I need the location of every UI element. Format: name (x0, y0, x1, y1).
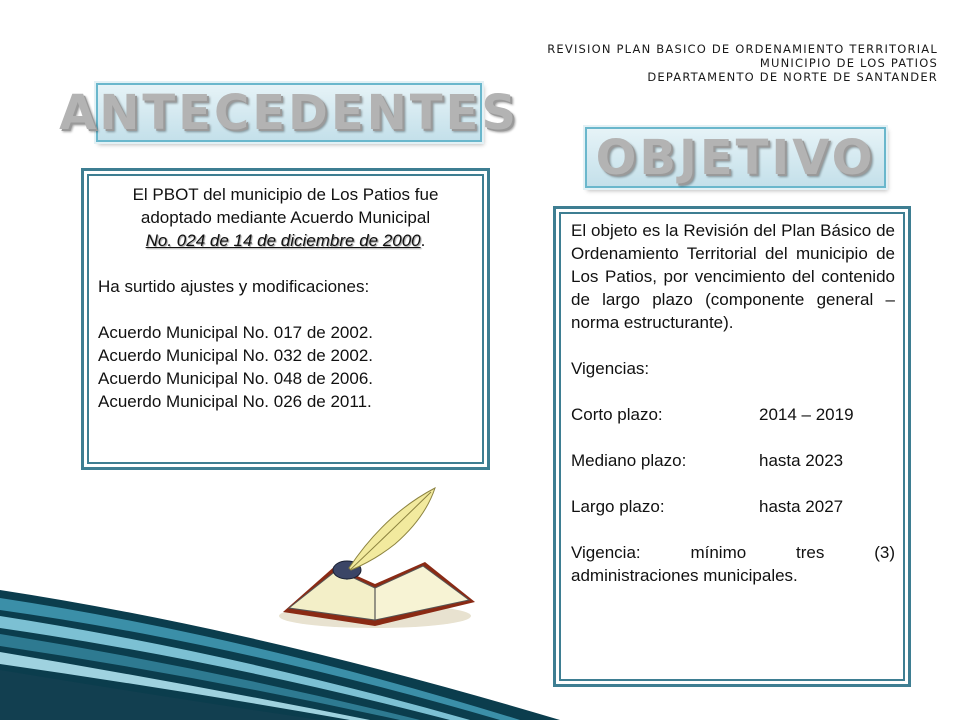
header-line-1: REVISION PLAN BASICO DE ORDENAMIENTO TERRITORIAL (547, 42, 938, 56)
wave-stripes (0, 590, 560, 720)
objetivo-title: OBJETIVO (595, 129, 876, 186)
antecedentes-panel (81, 168, 490, 470)
acuerdo-item: Acuerdo Municipal No. 026 de 2011. (98, 392, 372, 411)
vigencia-minimum: Vigencia: mínimo tres (3) (571, 543, 895, 562)
vigencia-row: Mediano plazo: hasta 2023 (571, 451, 844, 470)
objetivo-body: El objeto es la Revisión del Plan Básico de Ordenamiento Territorial del municipio de Los Patios, por vencimiento del contenido de largo plazo (componente general – norma estructurante). (571, 221, 895, 332)
header-line-2: MUNICIPIO DE LOS PATIOS (759, 56, 938, 70)
vigencia-row: Largo plazo: hasta 2027 (571, 497, 844, 516)
acuerdo-reference: No. 024 de 14 de diciembre de 2000 (145, 231, 421, 250)
antecedentes-title: ANTECEDENTES (59, 84, 519, 141)
vigencias-label: Vigencias: (571, 359, 650, 378)
header-line-3: DEPARTAMENTO DE NORTE DE SANTANDER (647, 70, 938, 84)
vigencia-end: administraciones municipales. (571, 566, 798, 585)
antecedentes-title-box (59, 83, 519, 142)
acuerdo-item: Acuerdo Municipal No. 017 de 2002. (98, 323, 374, 342)
document-header (547, 42, 938, 84)
vigencia-row: Corto plazo: 2014 – 2019 (571, 405, 854, 424)
ajustes-label: Ha surtido ajustes y modificaciones: (98, 277, 370, 296)
antecedentes-intro: El PBOT del municipio de Los Patios fue adoptado mediante Acuerdo Municipal No. 024 de 14 de diciembre de 2000. (132, 185, 439, 250)
objetivo-title-box (585, 127, 886, 188)
acuerdo-item: Acuerdo Municipal No. 048 de 2006. (98, 369, 374, 388)
objetivo-panel (553, 206, 911, 687)
acuerdo-item: Acuerdo Municipal No. 032 de 2002. (98, 346, 374, 365)
